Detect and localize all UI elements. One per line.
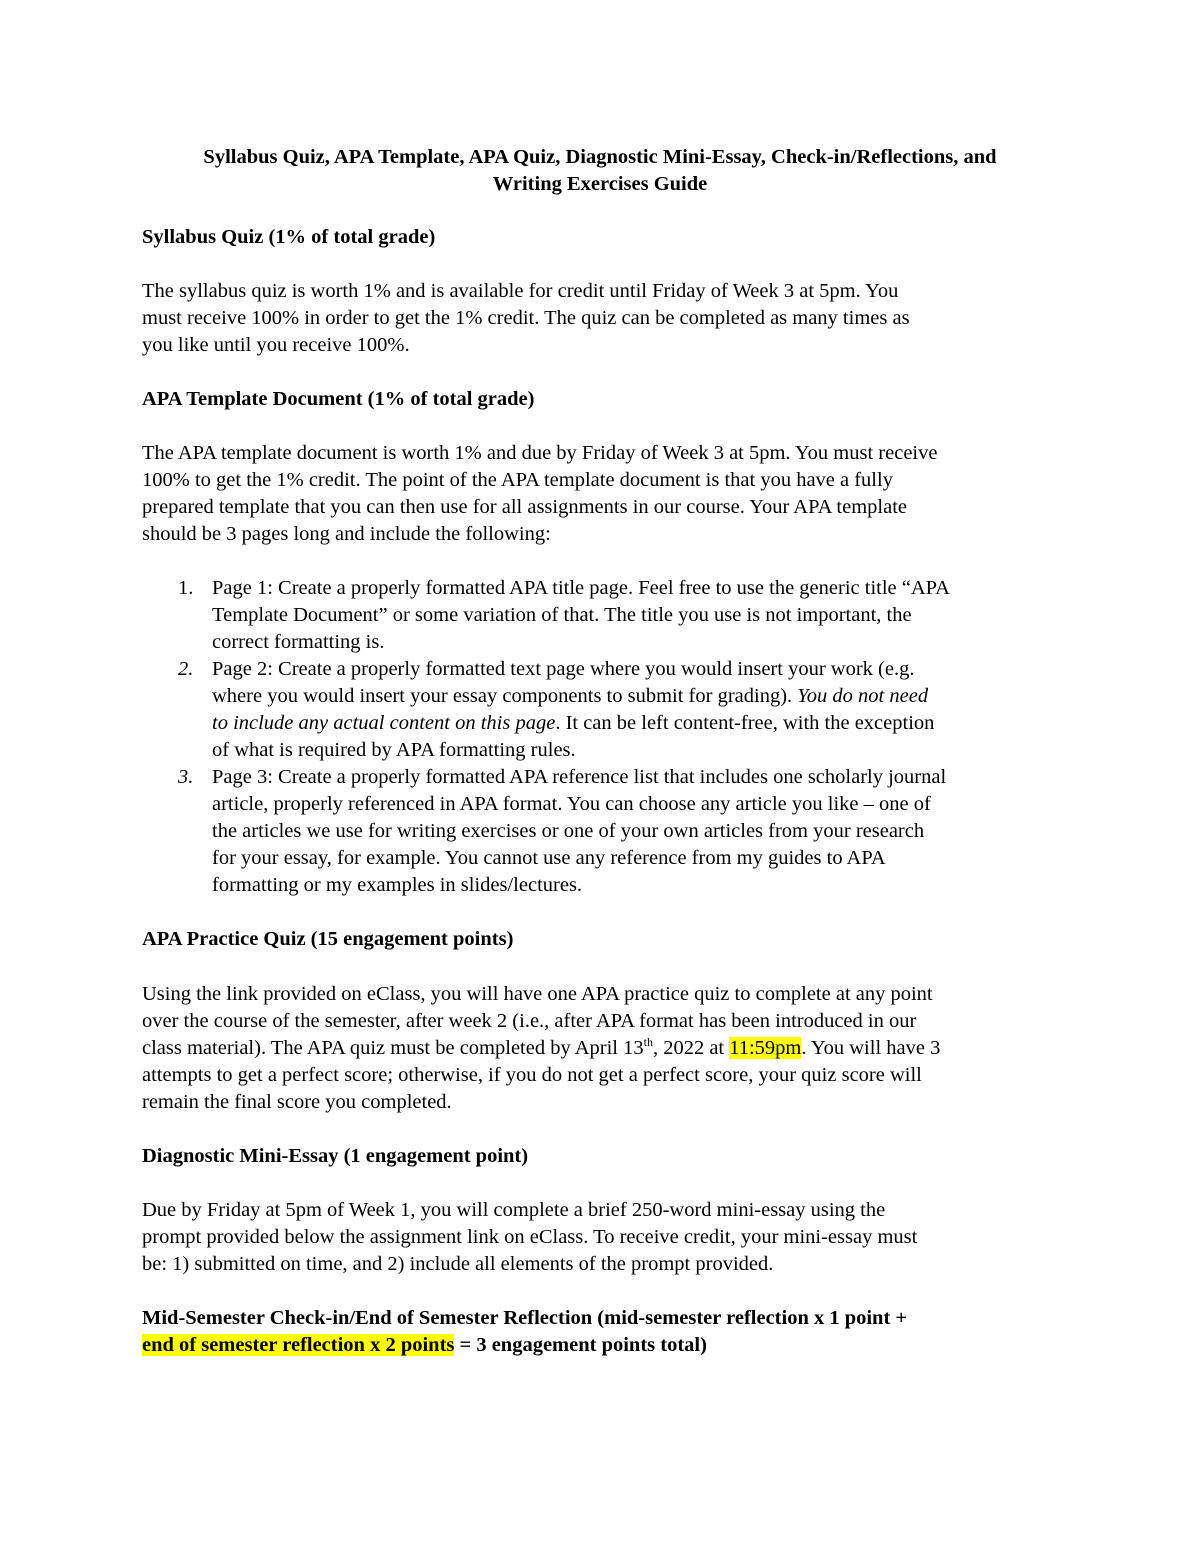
list-item-line: formatting or my examples in slides/lectures. [212,874,583,896]
paragraph-line: be: 1) submitted on time, and 2) include all elements of the prompt provided. [142,1253,774,1275]
paragraph-text: , 2022 at [652,1037,730,1059]
list-number: 3. [178,766,194,788]
list-item-line: for your essay, for example. You cannot use any reference from my guides to APA [212,847,886,869]
italic-emphasis: to include any actual content on this page [212,712,556,734]
list-item-text: . It can be left content-free, with the exception [555,712,935,734]
paragraph-line: should be 3 pages long and include the following: [142,523,551,545]
apa-template-paragraph [142,440,1072,548]
list-item-text: where you would insert your essay components to submit for grading). [212,685,798,707]
heading-line [142,1332,907,1359]
list-item-line: Template Document” or some variation of that. The title you use is not important, the [212,604,912,626]
paragraph-line: prepared template that you can then use for all assignments in our course. Your APA template [142,496,907,518]
list-item-line: article, properly referenced in APA format. You can choose any article you like – one of [212,793,931,815]
syllabus-quiz-paragraph [142,278,1072,359]
paragraph-line: over the course of the semester, after week 2 (i.e., after APA format has been introduced in our [142,1010,917,1032]
apa-quiz-paragraph [142,981,1072,1116]
diagnostic-heading: Diagnostic Mini-Essay (1 engagement point) [142,1145,529,1167]
list-item-line: Page 3: Create a properly formatted APA reference list that includes one scholarly journal [212,766,947,788]
italic-emphasis: You do not need [797,685,929,707]
list-item-line [212,683,934,710]
list-item-line: Page 1: Create a properly formatted APA title page. Feel free to use the generic title “APA [212,577,950,599]
heading-line: Mid-Semester Check-in/End of Semester Reflection (mid-semester reflection x 1 point + [142,1307,908,1329]
paragraph-line: Using the link provided on eClass, you will have one APA practice quiz to complete at any point [142,983,933,1005]
highlighted-deadline-time: 11:59pm [729,1037,802,1059]
list-item-line: the articles we use for writing exercises or one of your own articles from your research [212,820,925,842]
paragraph-line: 100% to get the 1% credit. The point of the APA template document is that you have a fully [142,469,893,491]
paragraph-text: . You will have 3 [801,1037,941,1059]
list-number: 2. [178,658,194,680]
list-item [178,656,1078,764]
paragraph-line: The APA template document is worth 1% and due by Friday of Week 3 at 5pm. You must receive [142,442,938,464]
list-number: 1. [178,577,194,599]
paragraph-line: Due by Friday at 5pm of Week 1, you will complete a brief 250-word mini-essay using the [142,1199,886,1221]
title-line-2: Writing Exercises Guide [492,173,708,195]
document-title [120,144,1080,198]
ordinal-suffix: th [643,1035,653,1049]
list-item-line: of what is required by APA formatting rules. [212,739,576,761]
apa-template-list [178,575,1078,899]
list-item [178,575,1078,656]
paragraph-text: class material). The APA quiz must be completed by April 13 [142,1037,644,1059]
paragraph-line: must receive 100% in order to get the 1% credit. The quiz can be completed as many times as [142,307,910,329]
list-item-line [212,710,934,737]
title-line-1: Syllabus Quiz, APA Template, APA Quiz, Diagnostic Mini-Essay, Check-in/Reflections, and [203,146,997,168]
apa-template-heading: APA Template Document (1% of total grade) [142,388,535,410]
paragraph-line: you like until you receive 100%. [142,334,410,356]
paragraph-line: attempts to get a perfect score; otherwise, if you do not get a perfect score, your quiz score will [142,1064,922,1086]
list-item-line: correct formatting is. [212,631,385,653]
apa-quiz-heading: APA Practice Quiz (15 engagement points) [142,928,514,950]
checkin-heading [142,1305,907,1359]
paragraph-line: The syllabus quiz is worth 1% and is available for credit until Friday of Week 3 at 5pm. You [142,280,899,302]
paragraph-line: prompt provided below the assignment link on eClass. To receive credit, your mini-essay must [142,1226,918,1248]
syllabus-quiz-heading: Syllabus Quiz (1% of total grade) [142,226,436,248]
paragraph-line [142,1035,1072,1062]
diagnostic-paragraph [142,1197,1072,1278]
paragraph-line: remain the final score you completed. [142,1091,452,1113]
heading-text: = 3 engagement points total) [454,1334,707,1356]
list-item-line: Page 2: Create a properly formatted text page where you would insert your work (e.g. [212,658,915,680]
highlighted-reflection-points: end of semester reflection x 2 points [142,1334,455,1356]
list-item [178,764,1078,899]
